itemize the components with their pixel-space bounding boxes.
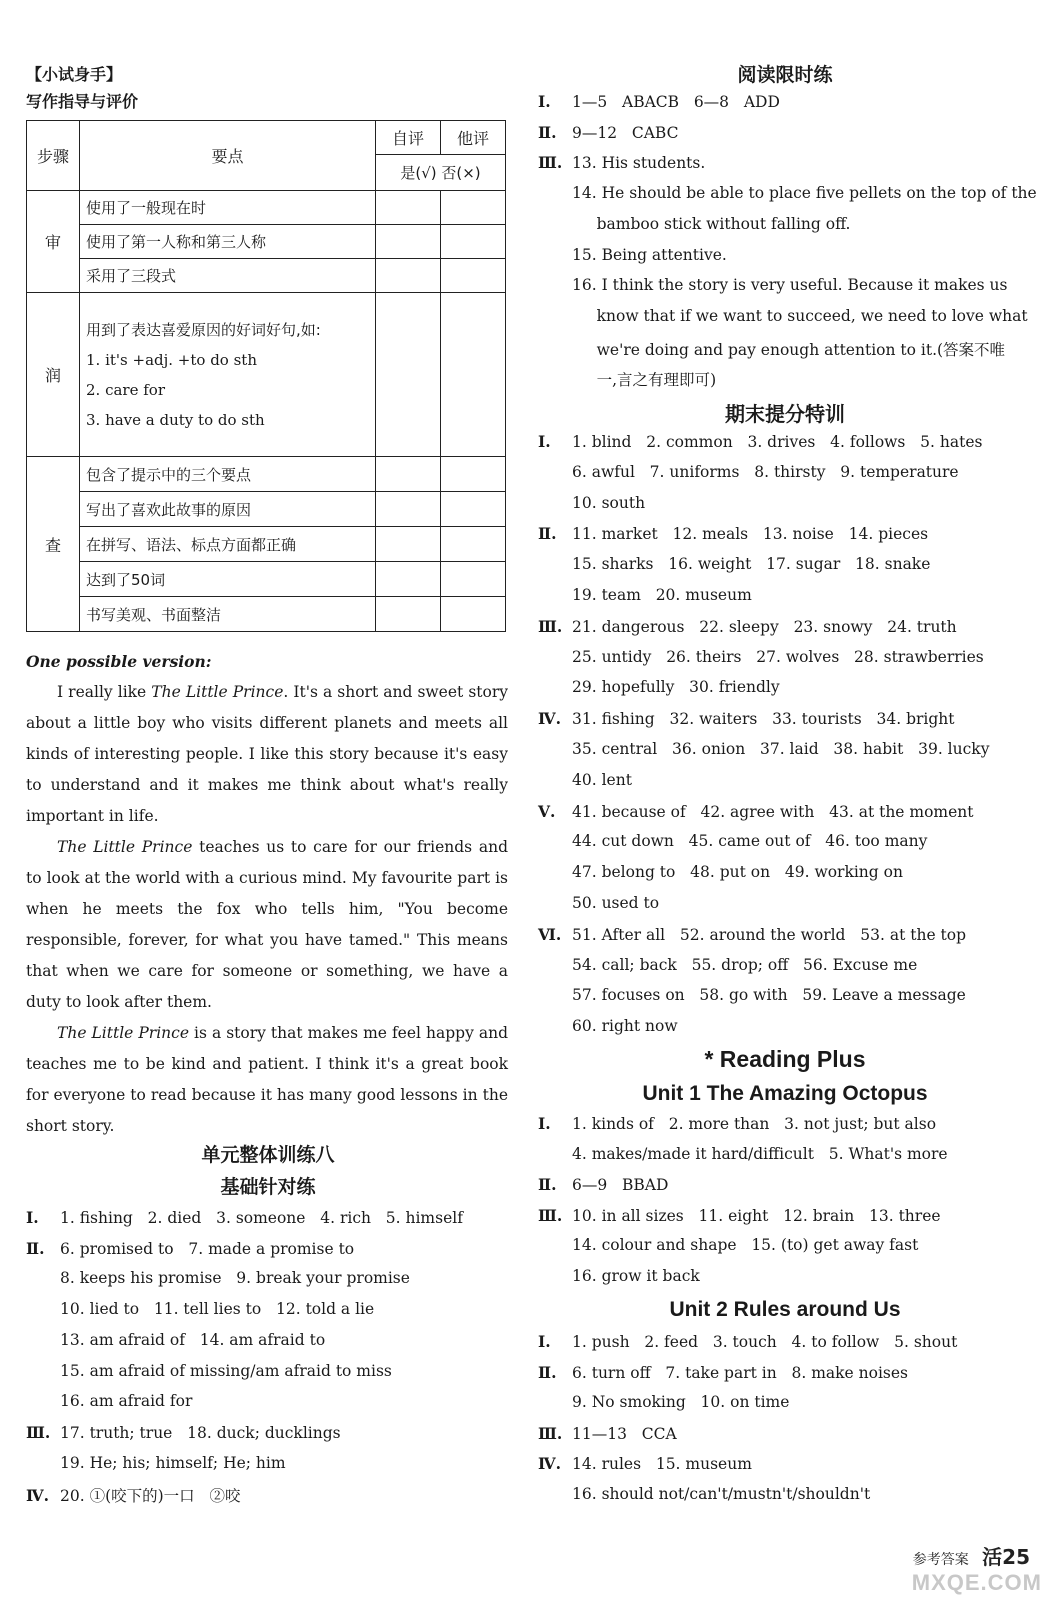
requirement-vocab: [80, 293, 376, 457]
answer-line: [538, 617, 957, 636]
answer-text: 6. promised to 7. made a promise to: [60, 1239, 355, 1258]
section-numeral: Ⅲ.: [26, 1422, 51, 1442]
answer-line: [538, 432, 982, 451]
answer-text: 54. call; back 55. drop; off 56. Excuse me: [572, 955, 918, 974]
answer-text: 44. cut down 45. came out of 46. too many: [572, 832, 928, 851]
answer-text: 10. south: [572, 493, 646, 512]
answer-text: 60. right now: [572, 1017, 678, 1036]
answer-text: 9. No smoking 10. on time: [572, 1393, 790, 1411]
step-shen: 审: [27, 191, 80, 293]
section-numeral: Ⅰ.: [26, 1208, 39, 1227]
requirement: 达到了50词: [80, 562, 376, 597]
answer-text: 15. sharks 16. weight 17. sugar 18. snake: [572, 555, 931, 574]
answer-line: [26, 1454, 286, 1472]
page-prefix: 活: [982, 1545, 1003, 1569]
answer-text: 25. untidy 26. theirs 27. wolves 28. strawberries: [572, 647, 984, 666]
answer-line: [538, 1424, 677, 1443]
unit2-title: Unit 2 Rules around Us: [669, 1298, 901, 1321]
answer-line: [26, 1331, 325, 1349]
requirement: 使用了一般现在时: [80, 191, 376, 225]
answer-text: 19. team 20. museum: [572, 586, 752, 604]
answer-text: 8. keeps his promise 9. break your promise: [60, 1269, 410, 1288]
header-marks: 是(√) 否(×): [376, 155, 506, 191]
requirement: 包含了提示中的三个要点: [80, 457, 376, 492]
section-tag: 【小试身手】: [26, 65, 123, 84]
version-label: One possible version:: [26, 652, 212, 671]
answer-line: [538, 771, 632, 789]
answer-text: 16. I think the story is very useful. Because it makes us: [572, 276, 1008, 295]
answer-text: bamboo stick without falling off.: [572, 214, 851, 233]
answer-line: [538, 463, 959, 481]
answer-text: 15. am afraid of missing/am afraid to miss: [60, 1361, 392, 1380]
section-numeral: Ⅰ.: [538, 92, 551, 111]
book-title: The Little Prince: [57, 838, 193, 856]
answer-line: [26, 1484, 240, 1506]
section-numeral: Ⅳ.: [538, 709, 561, 729]
answer-text: 6. turn off 7. take part in 8. make noises: [572, 1363, 908, 1382]
answer-line: [26, 1208, 463, 1227]
footer-label: 参考答案: [912, 1552, 969, 1568]
answer-text: 4. makes/made it hard/difficult 5. What's more: [572, 1144, 948, 1163]
answer-line: [26, 1362, 392, 1380]
answer-text: 14. He should be able to place five pellets on the top of the: [572, 184, 1037, 203]
answer-line: [538, 1175, 668, 1194]
answer-line: [538, 1114, 936, 1133]
requirement: 写出了喜欢此故事的原因: [80, 492, 376, 527]
answer-text: 13. His students.: [572, 154, 706, 173]
section-numeral: Ⅰ.: [538, 1114, 551, 1133]
book-title: The Little Prince: [57, 1024, 189, 1042]
answer-text: 51. After all 52. around the world 53. at the top: [572, 925, 967, 944]
answer-text: 10. lied to 11. tell lies to 12. told a lie: [60, 1300, 375, 1319]
answer-text: 20. ①(咬下的)一口 ②咬: [60, 1487, 241, 1506]
answer-text: 11. market 12. meals 13. noise 14. pieces: [572, 525, 929, 544]
answer-line: [538, 740, 989, 758]
answer-line: [538, 368, 716, 390]
section-numeral: Ⅵ.: [538, 924, 562, 944]
answer-text: 57. focuses on 58. go with 59. Leave a message: [572, 986, 966, 1005]
section-subtitle: 写作指导与评价: [26, 92, 139, 111]
answer-line: [538, 494, 645, 512]
page-number: 25: [1002, 1545, 1030, 1569]
unit8-title: 单元整体训练八: [201, 1144, 335, 1166]
text: is a story that makes me feel happy and teaches me to be kind and patient. I think it's a great book for everyone to read because it has many good lessons in the short story.: [26, 1024, 508, 1135]
answer-line: [26, 1239, 354, 1258]
unit1-title: Unit 1 The Amazing Octopus: [642, 1082, 928, 1105]
answer-text: 6—9 BBAD: [572, 1176, 669, 1194]
answer-text: 13. am afraid of 14. am afraid to: [60, 1330, 326, 1349]
answer-text: 41. because of 42. agree with 43. at the moment: [572, 802, 974, 821]
reading-title: 阅读限时练: [737, 64, 833, 86]
answer-text: 29. hopefully 30. friendly: [572, 678, 780, 697]
answer-text: 47. belong to 48. put on 49. working on: [572, 863, 903, 882]
answer-line: [538, 184, 1037, 202]
section-numeral: Ⅴ.: [538, 801, 556, 821]
header-self: 自评: [376, 121, 441, 155]
answer-line: [538, 92, 780, 111]
answer-line: [538, 1454, 752, 1473]
answer-line: [26, 1423, 341, 1442]
section-numeral: Ⅲ.: [538, 153, 563, 173]
answer-line: [26, 1269, 410, 1287]
section-numeral: Ⅲ.: [538, 616, 563, 636]
answer-line: [538, 678, 780, 696]
reading-plus-title: * Reading Plus: [704, 1046, 866, 1072]
answer-text: 9—12 CABC: [572, 123, 679, 142]
answer-text: 1. blind 2. common 3. drives 4. follows 5. hates: [572, 433, 983, 451]
answer-text: 35. central 36. onion 37. laid 38. habit 39. lucky: [572, 740, 990, 758]
text: teaches us to care for our friends and to look at the world with a curious mind. My favourite part is when he meets the fox who tells him, "You become responsible, forever, for what you have tamed." This means that when we care for someone or something, we have a duty to look after them.: [26, 838, 508, 1011]
answer-line: [538, 1017, 678, 1035]
answer-text: 6. awful 7. uniforms 8. thirsty 9. temperature: [572, 462, 959, 481]
model-essay: [26, 646, 508, 1142]
answer-line: [538, 524, 928, 543]
answer-line: [538, 246, 727, 264]
answer-text: 19. He; his; himself; He; him: [60, 1453, 286, 1472]
answer-line: [538, 1363, 908, 1382]
header-step: 步骤: [27, 121, 80, 191]
answer-text: 1. push 2. feed 3. touch 4. to follow 5. shout: [572, 1333, 958, 1351]
answer-line: [538, 153, 705, 172]
answer-line: [538, 1332, 957, 1351]
book-title: The Little Prince: [151, 683, 284, 701]
answer-line: [538, 1267, 700, 1285]
answer-text: 10. in all sizes 11. eight 12. brain 13. three: [572, 1206, 941, 1225]
answer-line: [538, 648, 984, 666]
answer-text: know that if we want to succeed, we need to love what: [572, 306, 1028, 325]
answer-text: 16. am afraid for: [60, 1392, 193, 1411]
answer-text: 16. grow it back: [572, 1266, 700, 1285]
step-cha: 查: [27, 457, 80, 632]
evaluation-table: [26, 120, 506, 632]
section-numeral: Ⅰ.: [538, 1332, 551, 1351]
final-title: 期末提分特训: [725, 402, 845, 426]
answer-text: 17. truth; true 18. duck; ducklings: [60, 1423, 341, 1442]
answer-text: 16. should not/can't/mustn't/shouldn't: [572, 1484, 871, 1503]
requirement-item: 3. have a duty to do sth: [86, 410, 265, 429]
answer-line: [538, 894, 659, 912]
answer-line: [538, 123, 678, 142]
answer-text: 1—5 ABACB 6—8 ADD: [572, 93, 780, 111]
answer-text: 15. Being attentive.: [572, 245, 727, 264]
requirement: 用到了表达喜爱原因的好词好句,如:: [86, 320, 321, 339]
answer-text: 21. dangerous 22. sleepy 23. snowy 24. truth: [572, 617, 957, 636]
answer-line: [538, 1206, 941, 1225]
step-run: 润: [27, 293, 80, 457]
answer-line: [538, 709, 955, 728]
answer-line: [538, 276, 1007, 294]
essay-paragraph: [26, 832, 508, 1018]
section-numeral: Ⅰ.: [538, 432, 551, 451]
requirement-item: 1. it's +adj. +to do sth: [86, 350, 257, 369]
requirement: 使用了第一人称和第三人称: [80, 225, 376, 259]
header-points: 要点: [80, 121, 376, 191]
answer-line: [538, 986, 966, 1004]
answer-line: [538, 832, 927, 850]
section-numeral: Ⅱ.: [538, 1362, 557, 1382]
requirement-item: 2. care for: [86, 380, 165, 399]
answer-text: 1. fishing 2. died 3. someone 4. rich 5. himself: [60, 1209, 463, 1227]
section-numeral: Ⅱ.: [538, 122, 557, 142]
answer-text: 一,言之有理即可): [572, 371, 717, 390]
answer-line: [538, 586, 752, 604]
answer-text: 14. colour and shape 15. (to) get away fast: [572, 1236, 919, 1254]
answer-line: [538, 555, 930, 573]
header-peer: 他评: [441, 121, 506, 155]
requirement: 书写美观、书面整洁: [80, 597, 376, 632]
section-numeral: Ⅱ.: [538, 1175, 557, 1194]
section-numeral: Ⅳ.: [538, 1454, 561, 1473]
answer-line: [538, 215, 850, 233]
section-numeral: Ⅳ.: [26, 1486, 49, 1506]
answer-line: [538, 1236, 918, 1254]
answer-text: 50. used to: [572, 894, 660, 912]
answer-line: [538, 1485, 870, 1503]
essay-paragraph: [26, 1018, 508, 1142]
requirement: 在拼写、语法、标点方面都正确: [80, 527, 376, 562]
answer-line: [26, 1300, 374, 1318]
essay-paragraph: [26, 677, 508, 832]
answer-text: we're doing and pay enough attention to it.(答案不唯: [572, 340, 1006, 359]
answer-text: 1. kinds of 2. more than 3. not just; but also: [572, 1115, 937, 1133]
requirement: 采用了三段式: [80, 259, 376, 293]
answer-line: [538, 802, 974, 821]
section-numeral: Ⅲ.: [538, 1423, 563, 1443]
answer-line: [538, 956, 917, 974]
answer-text: 40. lent: [572, 770, 632, 789]
answer-line: [26, 1392, 192, 1410]
answer-text: 31. fishing 32. waiters 33. tourists 34. bright: [572, 710, 955, 729]
section-numeral: Ⅱ.: [538, 524, 557, 544]
text: . It's a short and sweet story about a little boy who visits different planets and meets all kinds of interesting people. I like this story because it's easy to understand and it makes me think about what's really important in life.: [26, 683, 508, 825]
answer-line: [538, 925, 966, 944]
answer-line: [538, 1145, 948, 1163]
page-footer: [913, 1541, 1030, 1570]
answer-text: 14. rules 15. museum: [572, 1455, 752, 1473]
text: I really like: [57, 683, 152, 701]
basic-title: 基础针对练: [220, 1176, 316, 1198]
section-numeral: Ⅱ.: [26, 1238, 45, 1258]
answer-line: [538, 307, 1028, 325]
watermark-logo: MXQE.COM: [911, 1570, 1042, 1595]
answer-line: [538, 338, 1005, 360]
section-numeral: Ⅲ.: [538, 1205, 563, 1225]
answer-text: 11—13 CCA: [572, 1424, 677, 1443]
answer-line: [538, 1393, 789, 1411]
answer-line: [538, 863, 903, 881]
